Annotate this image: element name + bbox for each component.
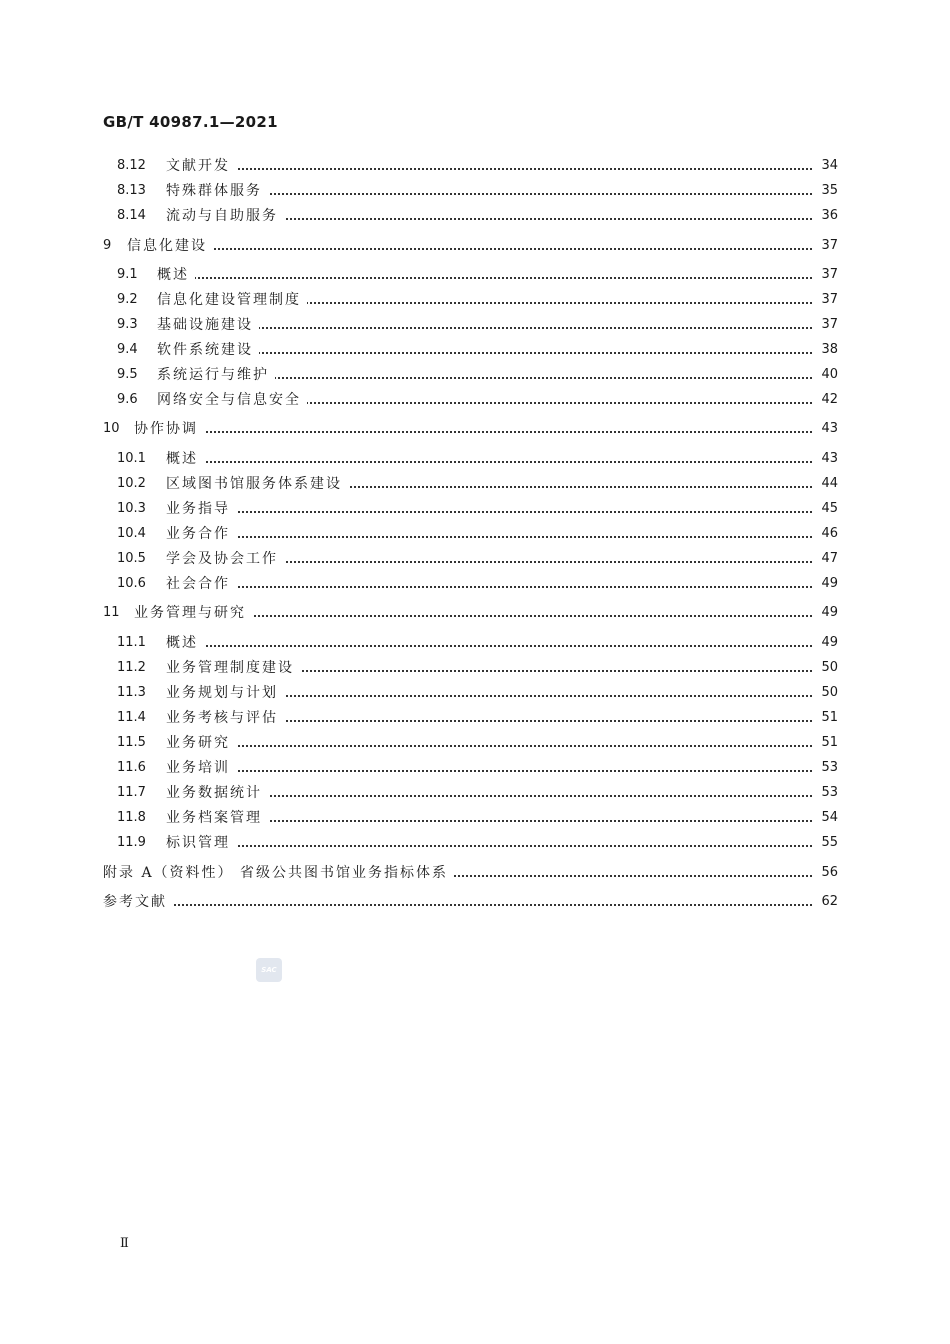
toc-entry-page: 37	[816, 263, 838, 287]
toc-entry-page: 56	[816, 861, 838, 885]
toc-entry-title: 协作协调	[134, 417, 204, 441]
toc-entry[interactable]	[0, 547, 950, 571]
toc-entry-number: 9.1	[117, 267, 138, 282]
toc-entry-title: 文献开发	[166, 154, 236, 178]
toc-leader-dots	[166, 511, 812, 513]
toc-entry-title: 业务考核与评估	[166, 706, 284, 730]
toc-entry-page: 55	[816, 831, 838, 855]
toc-entry-title: 标识管理	[166, 831, 236, 855]
toc-entry[interactable]	[0, 861, 950, 885]
toc-entry-page: 43	[816, 447, 838, 471]
toc-entry[interactable]	[0, 234, 950, 258]
toc-leader-dots	[157, 277, 812, 279]
toc-entry[interactable]	[0, 338, 950, 362]
toc-entry-page: 54	[816, 806, 838, 830]
toc-entry-page: 51	[816, 706, 838, 730]
toc-leader-dots	[166, 770, 812, 772]
toc-entry-title: 系统运行与维护	[157, 363, 275, 387]
page-number: Ⅱ	[120, 1236, 129, 1251]
toc-entry-number: 11.4	[117, 710, 146, 725]
toc-entry-title: 业务研究	[166, 731, 236, 755]
toc-entry-title: 业务规划与计划	[166, 681, 284, 705]
toc-entry-page: 49	[816, 631, 838, 655]
toc-leader-dots	[166, 536, 812, 538]
toc-entry-title: 网络安全与信息安全	[157, 388, 307, 412]
toc-entry[interactable]	[0, 522, 950, 546]
toc-entry-title: 学会及协会工作	[166, 547, 284, 571]
toc-entry-number: 9.2	[117, 292, 138, 307]
toc-leader-dots	[166, 586, 812, 588]
toc-entry[interactable]	[0, 154, 950, 178]
toc-leader-dots	[166, 745, 812, 747]
toc-entry-title: 参考文献	[103, 890, 173, 914]
toc-entry-number: 9	[103, 238, 112, 253]
toc-entry[interactable]	[0, 890, 950, 914]
toc-entry-number: 11.8	[117, 810, 146, 825]
toc-leader-dots	[166, 461, 812, 463]
toc-entry-page: 51	[816, 731, 838, 755]
toc-entry-page: 34	[816, 154, 838, 178]
toc-entry-title: 业务合作	[166, 522, 236, 546]
toc-entry-number: 10.2	[117, 476, 146, 491]
toc-entry-title: 业务指导	[166, 497, 236, 521]
toc-entry-title: 特殊群体服务	[166, 179, 268, 203]
toc-entry[interactable]	[0, 681, 950, 705]
toc-entry-page: 35	[816, 179, 838, 203]
toc-leader-dots	[166, 168, 812, 170]
toc-entry-title: 业务数据统计	[166, 781, 268, 805]
toc-entry-page: 53	[816, 781, 838, 805]
toc-entry[interactable]	[0, 363, 950, 387]
toc-entry-number: 11.5	[117, 735, 146, 750]
toc-entry-page: 49	[816, 601, 838, 625]
toc-entry-page: 37	[816, 288, 838, 312]
toc-entry-title: 附录 A（资料性） 省级公共图书馆业务指标体系	[103, 861, 454, 885]
toc-entry[interactable]	[0, 706, 950, 730]
document-code: GB/T 40987.1—2021	[103, 113, 278, 131]
toc-leader-dots	[103, 904, 812, 906]
toc-entry[interactable]	[0, 179, 950, 203]
toc-entry[interactable]	[0, 313, 950, 337]
toc-entry-number: 8.14	[117, 208, 146, 223]
toc-entry-title: 基础设施建设	[157, 313, 259, 337]
toc-entry-page: 47	[816, 547, 838, 571]
toc-entry-number: 11.3	[117, 685, 146, 700]
toc-entry[interactable]	[0, 288, 950, 312]
toc-entry-title: 业务培训	[166, 756, 236, 780]
toc-entry-page: 46	[816, 522, 838, 546]
toc-entry-title: 业务档案管理	[166, 806, 268, 830]
toc-entry-number: 10.4	[117, 526, 146, 541]
toc-entry-title: 流动与自助服务	[166, 204, 284, 228]
toc-entry-title: 软件系统建设	[157, 338, 259, 362]
toc-entry-page: 62	[816, 890, 838, 914]
toc-entry-number: 11.1	[117, 635, 146, 650]
toc-entry[interactable]	[0, 601, 950, 625]
toc-entry-page: 36	[816, 204, 838, 228]
toc-entry[interactable]	[0, 656, 950, 680]
toc-entry-number: 10.3	[117, 501, 146, 516]
toc-entry[interactable]	[0, 417, 950, 441]
toc-entry[interactable]	[0, 572, 950, 596]
toc-entry-page: 42	[816, 388, 838, 412]
toc-entry[interactable]	[0, 472, 950, 496]
toc-entry[interactable]	[0, 497, 950, 521]
toc-entry-number: 11	[103, 605, 120, 620]
toc-entry[interactable]	[0, 781, 950, 805]
sac-watermark-logo: SAC	[256, 958, 282, 982]
toc-entry-number: 9.4	[117, 342, 138, 357]
toc-leader-dots	[134, 431, 812, 433]
toc-entry-number: 11.6	[117, 760, 146, 775]
toc-entry-number: 9.3	[117, 317, 138, 332]
toc-entry[interactable]	[0, 263, 950, 287]
toc-entry-title: 业务管理制度建设	[166, 656, 300, 680]
toc-entry-page: 37	[816, 234, 838, 258]
toc-entry-page: 50	[816, 656, 838, 680]
toc-entry-number: 8.13	[117, 183, 146, 198]
toc-entry[interactable]	[0, 731, 950, 755]
toc-entry-number: 10.1	[117, 451, 146, 466]
toc-entry[interactable]	[0, 831, 950, 855]
toc-entry-title: 区域图书馆服务体系建设	[166, 472, 348, 496]
toc-entry-title: 概述	[157, 263, 195, 287]
toc-entry-page: 38	[816, 338, 838, 362]
toc-entry[interactable]	[0, 631, 950, 655]
toc-entry-title: 社会合作	[166, 572, 236, 596]
toc-entry-number: 9.6	[117, 392, 138, 407]
toc-entry-title: 信息化建设	[127, 234, 213, 258]
toc-entry-number: 11.7	[117, 785, 146, 800]
toc-entry-number: 11.2	[117, 660, 146, 675]
toc-entry-page: 50	[816, 681, 838, 705]
toc-entry-number: 8.12	[117, 158, 146, 173]
toc-entry-page: 45	[816, 497, 838, 521]
toc-entry[interactable]	[0, 204, 950, 228]
toc-entry-number: 11.9	[117, 835, 146, 850]
toc-entry-page: 44	[816, 472, 838, 496]
toc-entry-page: 37	[816, 313, 838, 337]
toc-entry-title: 概述	[166, 447, 204, 471]
toc-entry-number: 10.6	[117, 576, 146, 591]
toc-leader-dots	[166, 845, 812, 847]
toc-leader-dots	[166, 645, 812, 647]
toc-entry-title: 概述	[166, 631, 204, 655]
toc-entry-title: 信息化建设管理制度	[157, 288, 307, 312]
toc-entry-page: 53	[816, 756, 838, 780]
toc-entry[interactable]	[0, 756, 950, 780]
toc-entry-page: 49	[816, 572, 838, 596]
toc-entry[interactable]	[0, 388, 950, 412]
toc-entry[interactable]	[0, 447, 950, 471]
toc-leader-dots	[127, 248, 812, 250]
toc-entry-number: 10.5	[117, 551, 146, 566]
toc-entry-number: 9.5	[117, 367, 138, 382]
toc-entry-page: 40	[816, 363, 838, 387]
toc-entry-title: 业务管理与研究	[134, 601, 252, 625]
toc-entry[interactable]	[0, 806, 950, 830]
toc-entry-number: 10	[103, 421, 120, 436]
toc-entry-page: 43	[816, 417, 838, 441]
